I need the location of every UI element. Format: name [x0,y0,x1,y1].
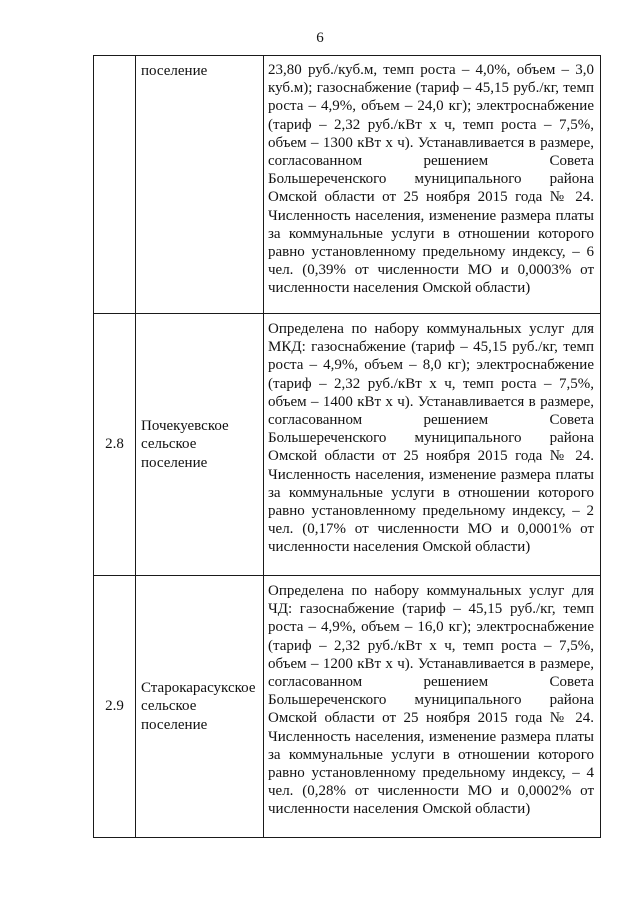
tariff-description: 23,80 руб./куб.м, темп роста – 4,0%, объем – 3,0 куб.м); газоснабжение (тариф – 45,15 руб./кг, темп роста – 4,9%, объем – 24,0 кг); электроснабжение (тариф – 2,32 руб./кВт х ч, темп роста – 7,5%, объем – 1300 кВт х ч). Устанавливается в размере, согласованном решением Совета Большереченского муниципального района Омской области от 25 ноября 2015 года № 24. Численность населения, изменение размера платы за коммунальные услуги в отношении которого равно установленному предельному индексу, – 6 чел. (0,39% от численности МО и 0,0003% от численности населения Омской области) [264,56,601,314]
row-number [94,56,136,314]
table-row [94,576,601,838]
settlement-name: Старокарасукское сельское поселение [136,576,264,838]
page-number: 6 [316,30,324,46]
table-row [94,314,601,576]
row-number: 2.8 [94,314,136,576]
settlement-name: Почекуевское сельское поселение [136,314,264,576]
table-row [94,56,601,314]
row-number: 2.9 [94,576,136,838]
tariff-description: Определена по набору коммунальных услуг для МКД: газоснабжение (тариф – 45,15 руб./кг, темп роста – 4,9%, объем – 8,0 кг); электроснабжение (тариф – 2,32 руб./кВт х ч, темп роста – 7,5%, объем – 1400 кВт х ч). Устанавливается в размере, согласованном решением Совета Большереченского муниципального района Омской области от 25 ноября 2015 года № 24. Численность населения, изменение размера платы за коммунальные услуги в отношении которого равно установленному предельному индексу, – 2 чел. (0,17% от численности МО и 0,0001% от численности населения Омской области) [264,314,601,576]
tariff-table [93,55,601,838]
settlement-name: поселение [136,56,264,314]
tariff-description: Определена по набору коммунальных услуг для ЧД: газоснабжение (тариф – 45,15 руб./кг, темп роста – 4,9%, объем – 16,0 кг); электроснабжение (тариф – 2,32 руб./кВт х ч, темп роста – 7,5%, объем – 1200 кВт х ч). Устанавливается в размере, согласованном решением Совета Большереченского муниципального района Омской области от 25 ноября 2015 года № 24. Численность населения, изменение размера платы за коммунальные услуги в отношении которого равно установленному предельному индексу, – 4 чел. (0,28% от численности МО и 0,0002% от численности населения Омской области) [264,576,601,838]
